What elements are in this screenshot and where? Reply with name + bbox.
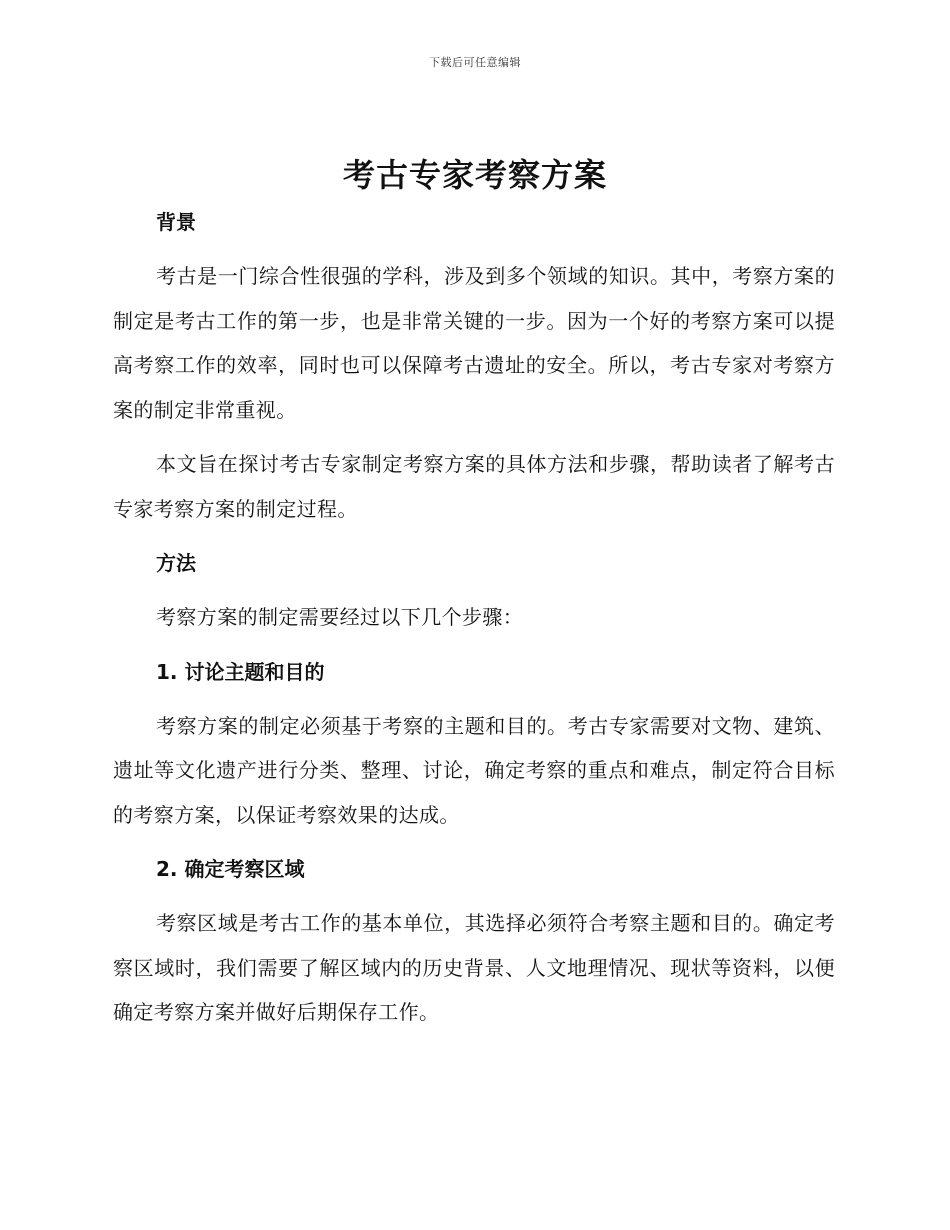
document-body	[113, 200, 835, 1035]
background-paragraph-1: 考古是一门综合性很强的学科，涉及到多个领域的知识。其中，考察方案的制定是考古工作的第一步，也是非常关键的一步。因为一个好的考察方案可以提高考察工作的效率，同时也可以保障考古遗址的安全。所以，考古专家对考察方案的制定非常重视。	[113, 264, 835, 422]
background-paragraph-2: 本文旨在探讨考古专家制定考察方案的具体方法和步骤，帮助读者了解考古专家考察方案的制定过程。	[113, 452, 835, 521]
section-heading-method: 方法	[156, 551, 196, 575]
step2-paragraph: 考察区域是考古工作的基本单位，其选择必须符合考察主题和目的。确定考察区域时，我们需要了解区域内的历史背景、人文地理情况、现状等资料，以便确定考察方案并做好后期保存工作。	[113, 911, 835, 1024]
step2-heading: 2. 确定考察区域	[156, 857, 305, 881]
header-note: 下载后可任意编辑	[429, 56, 521, 69]
document-title: 考古专家考察方案	[342, 156, 607, 194]
step1-heading: 1. 讨论主题和目的	[156, 659, 325, 684]
step1-paragraph: 考察方案的制定必须基于考察的主题和目的。考古专家需要对文物、建筑、遗址等文化遗产进行分类、整理、讨论，确定考察的重点和难点，制定符合目标的考察方案，以保证考察效果的达成。	[113, 713, 835, 827]
method-intro-paragraph: 考察方案的制定需要经过以下几个步骤：	[156, 605, 524, 629]
section-heading-background: 背景	[156, 210, 196, 234]
